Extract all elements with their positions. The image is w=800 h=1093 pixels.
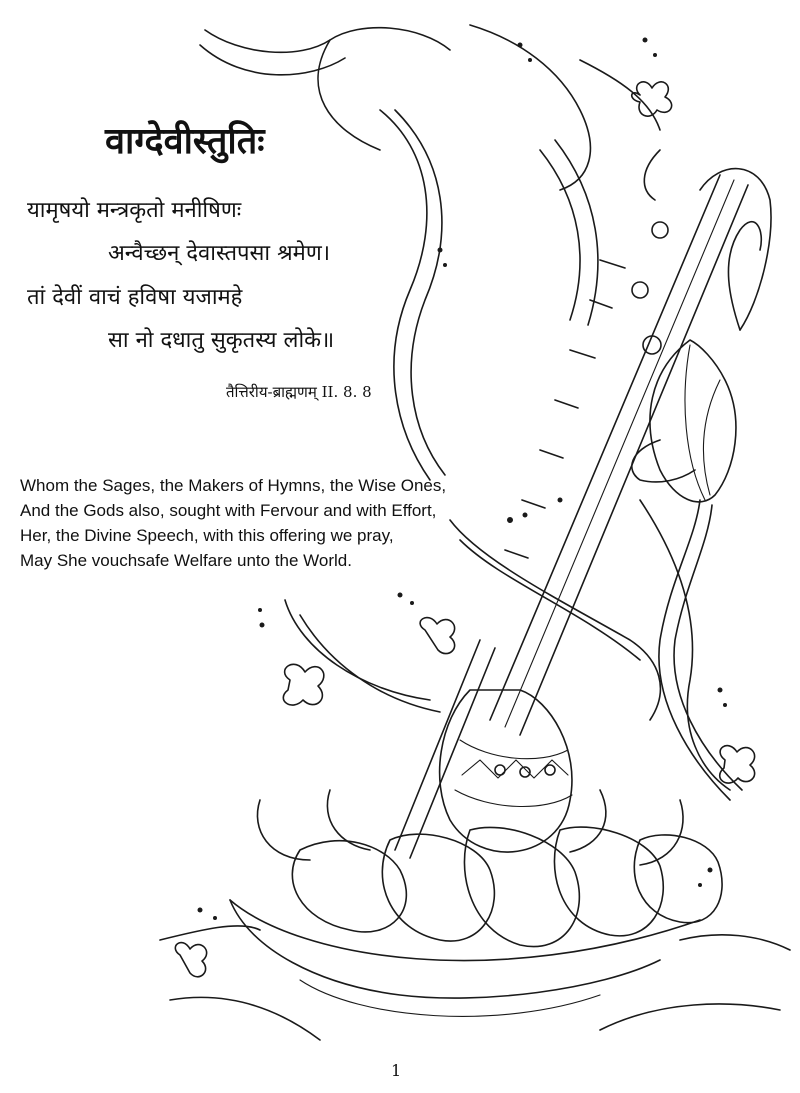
translation-line: Her, the Divine Speech, with this offering we pray, <box>20 526 394 545</box>
page-number: 1 <box>391 1061 402 1080</box>
verse-line: यामृषयो मन्त्रकृतो मनीषिणः <box>27 198 242 223</box>
verse-source-citation: तैत्तिरीय-ब्राह्मणम् II. 8. 8 <box>226 383 372 401</box>
translation-line: May She vouchsafe Welfare unto the World. <box>20 551 352 570</box>
verse-line: सा नो दधातु सुकृतस्य लोके॥ <box>108 328 335 353</box>
lotus-bud <box>632 340 742 800</box>
verse-line: तां देवीं वाचं हविषा यजामहे <box>27 285 243 310</box>
verse-line: अन्वैच्छन् देवास्तपसा श्रमेण। <box>108 241 331 266</box>
translation-line: And the Gods also, sought with Fervour and with Effort, <box>20 501 437 520</box>
translation-line: Whom the Sages, the Makers of Hymns, the Wise Ones, <box>20 476 447 495</box>
page-title: वाग्देवीस्तुतिः <box>105 121 265 162</box>
lotus-flower <box>160 790 790 1040</box>
english-translation <box>20 473 490 573</box>
